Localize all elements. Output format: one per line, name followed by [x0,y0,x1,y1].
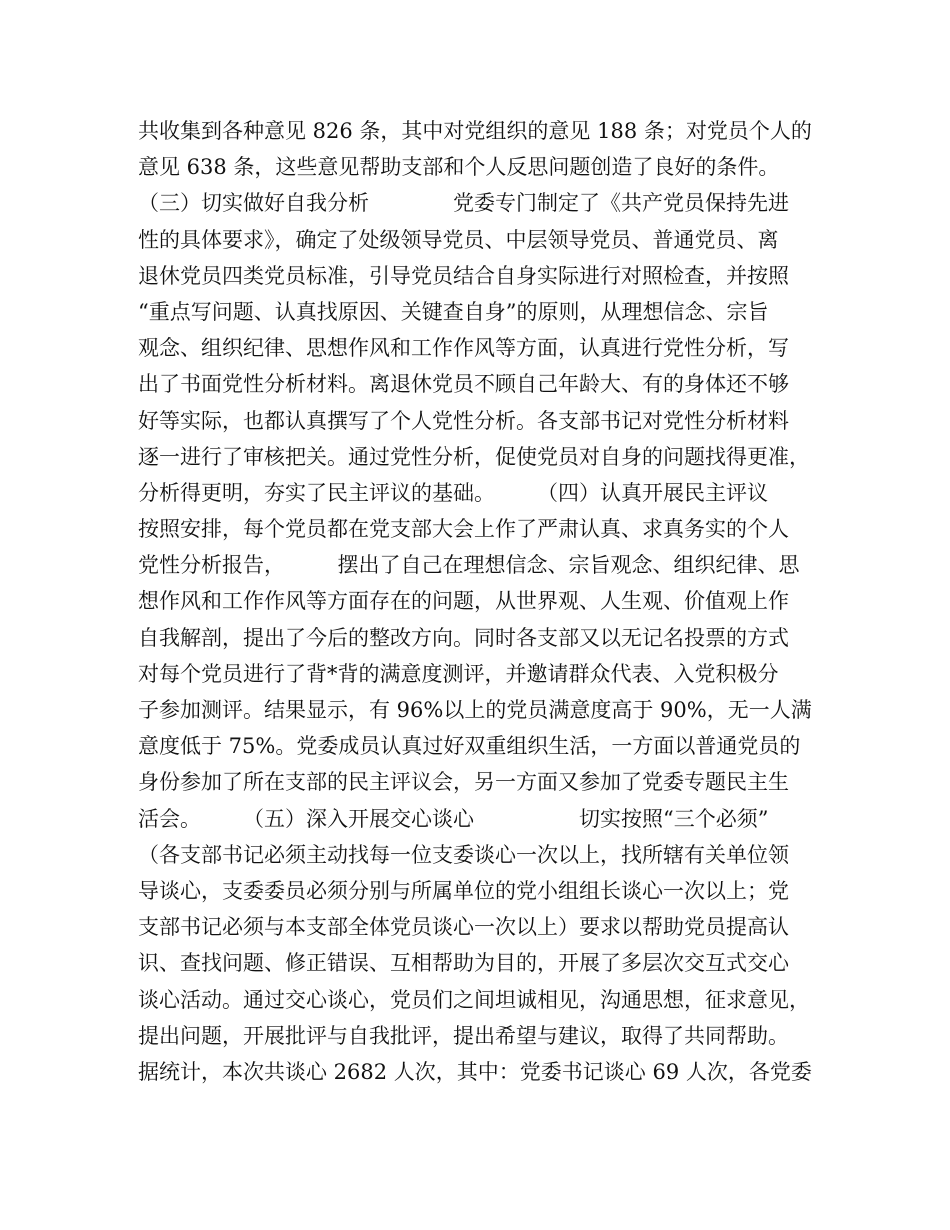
text-line: “重点写问题、认真找原因、关键查自身”的原则，从理想信念、宗旨 [138,299,769,324]
text-line: 共收集到各种意见 826 条，其中对党组织的意见 188 条；对党员个人的 [138,119,812,143]
text-line: 分析得更明，夯实了民主评议的基础。 （四）认真开展民主评议 [138,480,768,505]
text-line: 想作风和工作作风等方面存在的问题，从世界观、人生观、价值观上作 [138,589,789,614]
text-line: 识、查找问题、修正错误、互相帮助为目的，开展了多层次交互式交心 [138,951,789,976]
text-line: 子参加测评。结果显示，有 96%以上的党员满意度高于 90%，无一人满 [138,698,812,722]
text-line: （各支部书记必须主动找每一位支委谈心一次以上，找所辖有关单位领 [138,842,789,867]
text-line: 意见 638 条，这些意见帮助支部和个人反思问题创造了良好的条件。 [138,155,780,180]
text-line: 退休党员四类党员标准，引导党员结合自身实际进行对照检查，并按照 [138,263,789,288]
text-line: 自我解剖，提出了今后的整改方向。同时各支部又以无记名投票的方式 [138,625,789,650]
text-line: 提出问题，开展批评与自我批评，提出希望与建议，取得了共同帮助。 [138,1023,789,1048]
text-line: 活会。 （五）深入开展交心谈心 切实按照“三个必须” [138,806,769,831]
text-line: 支部书记必须与本支部全体党员谈心一次以上）要求以帮助党员提高认 [138,915,789,940]
text-line: 按照安排，每个党员都在党支部大会上作了严肃认真、求真务实的个人 [138,517,789,542]
text-line: 好等实际，也都认真撰写了个人党性分析。各支部书记对党性分析材料 [138,408,789,433]
text-line: 出了书面党性分析材料。离退休党员不顾自己年龄大、有的身体还不够 [138,372,789,397]
text-line: 性的具体要求》，确定了处级领导党员、中层领导党员、普通党员、离 [138,227,779,252]
text-line: 意度低于 75%。党委成员认真过好双重组织生活，一方面以普通党员的 [138,734,801,759]
text-line: 党性分析报告， 摆出了自己在理想信念、宗旨观念、组织纪律、思 [138,553,800,578]
text-line: 观念、组织纪律、思想作风和工作作风等方面，认真进行党性分析，写 [138,336,789,361]
text-line: 身份参加了所在支部的民主评议会，另一方面又参加了党委专题民主生 [138,770,789,795]
text-line: （三）切实做好自我分析 党委专门制定了《共产党员保持先进 [138,191,789,216]
text-line: 导谈心，支委委员必须分别与所属单位的党小组组长谈心一次以上；党 [138,878,789,903]
body-text [138,113,838,1090]
text-line: 谈心活动。通过交心谈心，党员们之间坦诚相见，沟通思想，征求意见， [138,987,810,1012]
text-line: 对每个党员进行了背*背的满意度测评，并邀请群众代表、入党积极分 [138,661,779,686]
text-line: 据统计，本次共谈心 2682 人次，其中：党委书记谈心 69 人次，各党委 [138,1059,812,1084]
text-line: 逐一进行了审核把关。通过党性分析，促使党员对自身的问题找得更准， [138,444,810,469]
